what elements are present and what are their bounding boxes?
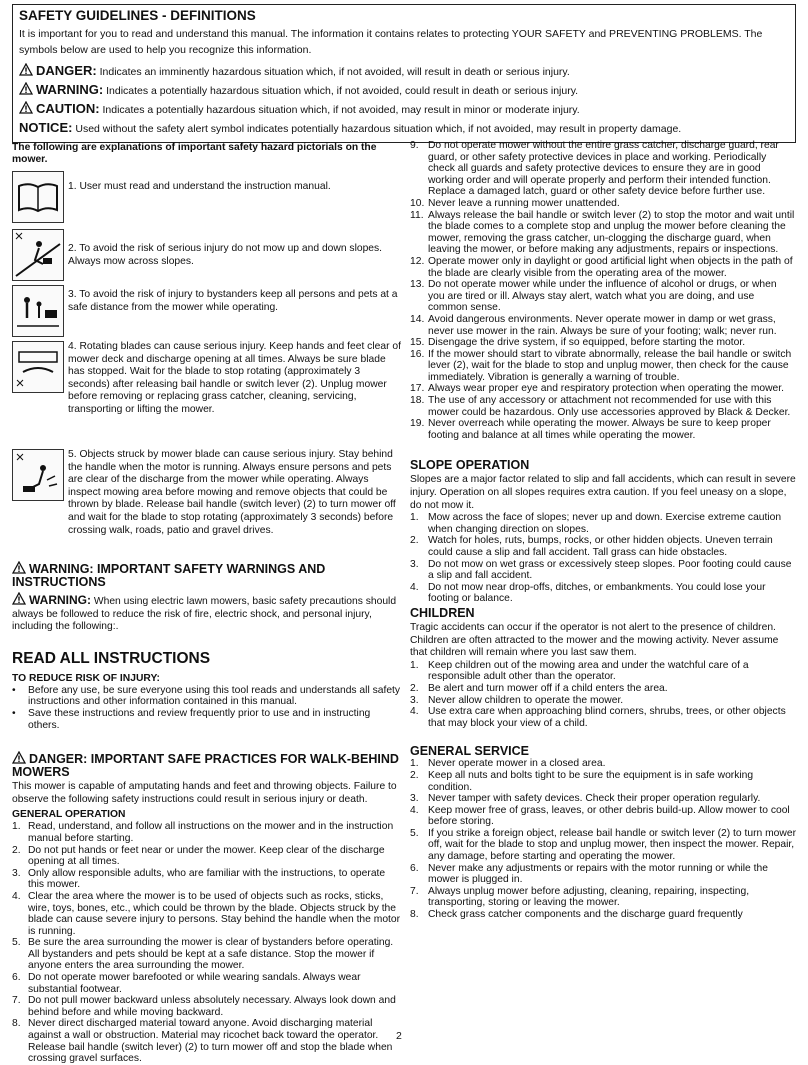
list-item: 6. Do not operate mower barefooted or while wearing sandals. Always wear substantial footwear.	[12, 972, 361, 995]
safety-alert-icon	[12, 561, 26, 574]
list-item: 3. Never tamper with safety devices. Check their proper operation regularly.	[410, 793, 761, 805]
definition-text: Indicates a potentially hazardous situation which, if not avoided, could result in death or serious injury.	[106, 85, 579, 97]
definition-text: Used without the safety alert symbol indicates potentially hazardous situation which, if not avoided, may result in property damage.	[75, 123, 682, 135]
list-item: 6. Never make any adjustments or repairs with the motor running or while the mower is plugged in.	[410, 862, 768, 886]
right-column	[410, 140, 796, 921]
list-item: 13. Do not operate mower while under the influence of alcohol or drugs, or when you are tired or ill. Always stay alert, watch what you are doing, and use common sense.	[410, 279, 777, 314]
list-item: 3. Do not mow on wet grass or excessively steep slopes. Poor footing could cause a slip and fall accident.	[410, 558, 792, 582]
list-item: 7. Always unplug mower before adjusting, cleaning, repairing, inspecting, transporting, storing or leaving the mower.	[410, 885, 750, 909]
warning-paragraph: WARNING: When using electric lawn mowers, basic safety precautions should always be followed to reduce the risk of fire, electric shock, and personal injury, including the following:.	[12, 593, 397, 633]
continued-list	[410, 140, 796, 441]
service-list	[410, 758, 796, 920]
children-heading: CHILDREN	[410, 605, 475, 620]
list-item: 4. Clear the area where the mower is to be used of objects such as rocks, sticks, wire, toys, bones, etc., which could be thrown by the blade. Objects struck by the blade can cause severe injury to persons. Stay behind the handle when the motor is running.	[12, 890, 401, 937]
general-service-heading: GENERAL SERVICE	[410, 744, 530, 759]
danger-paragraph: This mower is capable of amputating hands and feet and throwing objects. Failure to observe the following safety instructions could result in serious injury or death.	[12, 781, 397, 805]
manual-book-icon	[12, 171, 64, 223]
definition-warning	[19, 81, 789, 100]
left-column	[12, 140, 402, 1065]
list-item: 12. Operate mower only in daylight or good artificial light when objects in the path of the blade are clearly visible from the operating area of the mower.	[410, 255, 793, 279]
list-item: 5. Be sure the area surrounding the mower is clear of bystanders before operating. All bystanders and pets should be kept at a safe distance. Stop the mower if anyone enters the area surrounding the mower.	[12, 937, 394, 972]
hazard-text: 1. User must read and understand the instruction manual.	[68, 181, 331, 192]
list-item: 15. Disengage the drive system, if so equipped, before starting the motor.	[410, 337, 746, 349]
list-item: 9. Do not operate mower without the entire grass catcher, discharge guard, rear guard, or other safety protective devices in place and working. Periodically check all guards and safety protective devices to ensure they are in good working order and will operate properly and perform their intended function. Replace a damaged latch, guard or other safety device before further use.	[410, 140, 779, 198]
definitions-title: SAFETY GUIDELINES - DEFINITIONS	[19, 8, 256, 23]
definition-text: Indicates a potentially hazardous situation which, if not avoided, may result in minor or moderate injury.	[102, 104, 580, 116]
slope-list	[410, 512, 796, 605]
definition-term: CAUTION:	[36, 101, 100, 116]
list-item: 19. Never overreach while operating the mower. Always be sure to keep proper footing and balance at all times while operating the mower.	[410, 418, 771, 441]
thrown-object-icon	[12, 449, 64, 501]
definition-caution	[19, 100, 789, 119]
list-item: 1. Never operate mower in a closed area.	[410, 758, 606, 770]
list-item: 10. Never leave a running mower unattended.	[410, 197, 620, 209]
list-item: 3. Only allow responsible adults, who are familiar with the instructions, to operate this mower.	[12, 867, 386, 891]
list-item: 7. Do not pull mower backward unless absolutely necessary. Always look down and behind before and while moving backward.	[12, 995, 396, 1018]
definition-term: DANGER:	[36, 63, 97, 78]
hazard-4	[12, 341, 402, 457]
list-item: 1. Read, understand, and follow all instructions on the mower and in the instruction manual before starting.	[12, 821, 394, 844]
definition-term: NOTICE:	[19, 120, 73, 135]
manual-page	[12, 4, 796, 1065]
hazard-2	[12, 229, 402, 285]
list-item: 8. Check grass catcher components and the discharge guard frequently	[410, 909, 743, 921]
hazard-text: 3. To avoid the risk of injury to bystanders keep all persons and pets at a safe distance from the mower while operating.	[68, 289, 398, 313]
bystander-hazard-icon	[12, 285, 64, 337]
children-list	[410, 660, 796, 730]
hazard-1	[12, 171, 402, 229]
definition-text: Indicates an imminently hazardous situation which, if not avoided, will result in death or serious injury.	[99, 66, 570, 78]
hazard-5	[12, 449, 402, 557]
hazard-3	[12, 285, 402, 341]
definition-danger	[19, 62, 789, 81]
list-item: • Before any use, be sure everyone using this tool reads and understands all safety instructions and other information contained in this manual.	[12, 684, 401, 708]
slope-paragraph: Slopes are a major factor related to slip and fall accidents, which can result in severe injury. Operation on all slopes requires extra caution. If you feel uneasy on a slope, do not mow it.	[410, 474, 796, 511]
slope-hazard-icon	[12, 229, 64, 281]
safety-alert-icon	[19, 101, 33, 114]
list-item: 4. Keep mower free of grass, leaves, or other debris build-up. Allow mower to cool before storing.	[410, 804, 790, 828]
hazard-intro: The following are explanations of important safety hazard pictorials on the mower.	[12, 142, 377, 165]
list-item: 11. Always release the bail handle or switch lever (2) to stop the motor and wait until the blade comes to a complete stop and unplug the mower before cleaning the mower, removing the grass catcher, un-clogging the discharge guard, when leaving the mower, or before making any adjustments, repairs or inspections.	[410, 209, 795, 256]
rotating-blade-icon	[12, 341, 64, 393]
list-item: 17. Always wear proper eye and respiratory protection when operating the mower.	[410, 383, 785, 395]
definitions-box	[12, 4, 796, 143]
list-item: 2. Keep all nuts and bolts tight to be sure the equipment is in safe working condition.	[410, 769, 754, 793]
list-item: 1. Mow across the face of slopes; never up and down. Exercise extreme caution when changing direction on slopes.	[410, 512, 782, 535]
list-item: 5. If you strike a foreign object, release bail handle or switch lever (2) to turn mower off, wait for the blade to stop and unplug mower, then inspect the mower. Repair, any damage, before starting and operating the mower.	[410, 827, 796, 863]
danger-heading: DANGER: IMPORTANT SAFE PRACTICES FOR WALK-BEHIND MOWERS	[12, 752, 399, 780]
safety-alert-icon	[19, 63, 33, 76]
hazard-text: 4. Rotating blades can cause serious injury. Keep hands and feet clear of mower deck and discharge opening at all times. Always be sure blade has stopped. Wait for the blade to stop rotating (approximately 3 seconds) after releasing bail handle or switch lever (2). Unplug mower before removing or replacing grass catcher, cleaning, servicing, transporting or lifting the mower.	[68, 341, 401, 415]
page-number: 2	[396, 1030, 402, 1042]
list-item: 18. The use of any accessory or attachment not recommended for use with this mower could be hazardous. Only use accessories approved by Black & Decker.	[410, 395, 791, 418]
list-item: 3. Never allow children to operate the mower.	[410, 694, 624, 706]
reduce-risk-heading: TO REDUCE RISK OF INJURY:	[12, 672, 160, 684]
list-item: 2. Watch for holes, ruts, bumps, rocks, or other hidden objects. Uneven terrain could cause a slip and fall accident. Tall grass can hide obstacles.	[410, 535, 773, 558]
list-item: • Save these instructions and review frequently prior to use and in instructing others.	[12, 707, 371, 731]
children-paragraph: Tragic accidents can occur if the operator is not alert to the presence of children. Children are often attracted to the mower and the mowing activity. Never assume that children will remain where you last saw them.	[410, 621, 779, 659]
definitions-intro: It is important for you to read and understand this manual. The information it contains relates to protecting YOUR SAFETY and PREVENTING PROBLEMS. The symbols below are used to help you recognize this information.	[19, 28, 763, 56]
hazard-text: 2. To avoid the risk of serious injury do not mow up and down slopes. Always mow across slopes.	[68, 243, 383, 267]
bullet-list	[12, 685, 402, 731]
read-all-heading: READ ALL INSTRUCTIONS	[12, 649, 211, 667]
list-item: 2. Do not put hands or feet near or under the mower. Keep clear of the discharge opening at all times.	[12, 844, 385, 868]
list-item: 1. Keep children out of the mowing area and under the watchful care of a responsible adult other than the operator.	[410, 659, 749, 683]
list-item: 4. Use extra care when approaching blind corners, shrubs, trees, or other objects that may block your view of a child.	[410, 706, 786, 729]
operation-list	[12, 821, 402, 1064]
safety-alert-icon	[12, 592, 26, 605]
list-item: 4. Do not mow near drop-offs, ditches, or embankments. You could lose your footing or balance.	[410, 581, 766, 605]
list-item: 2. Be alert and turn mower off if a child enters the area.	[410, 682, 668, 694]
warning-heading: WARNING: IMPORTANT SAFETY WARNINGS AND INSTRUCTIONS	[12, 562, 326, 589]
slope-heading: SLOPE OPERATION	[410, 458, 530, 473]
safety-alert-icon	[19, 82, 33, 95]
general-operation-heading: GENERAL OPERATION	[12, 809, 126, 821]
definition-notice	[19, 119, 789, 138]
list-item: 14. Avoid dangerous environments. Never operate mower in damp or wet grass, never use mower in the rain. Always be sure of your footing; walk; never run.	[410, 313, 777, 337]
list-item: 8. Never direct discharged material toward anyone. Avoid discharging material against a wall or obstruction. Material may ricochet back toward the operator. Release bail handle (switch lever) (2) to turn mower off and stop the blade when crossing gravel surfaces.	[12, 1018, 393, 1065]
list-item: 16. If the mower should start to vibrate abnormally, release the bail handle or switch lever (2), wait for the blade to stop and unplug mower, then check for the cause immediately. Vibration is generally a warning of trouble.	[410, 348, 792, 383]
safety-alert-icon	[12, 751, 26, 764]
hazard-text: 5. Objects struck by mower blade can cause serious injury. Stay behind the handle when the motor is running. Always ensure persons and pets are clear of the discharge from the mower while operating. Always inspect mowing area before mowing and remove objects that could be thrown by blade. Release bail handle (switch lever) (2) to turn mower off and wait for the blade to stop rotating (approximately 3 seconds) before crossing walk, roads, patio and gravel drives.	[68, 449, 396, 536]
definition-term: WARNING:	[36, 82, 104, 97]
